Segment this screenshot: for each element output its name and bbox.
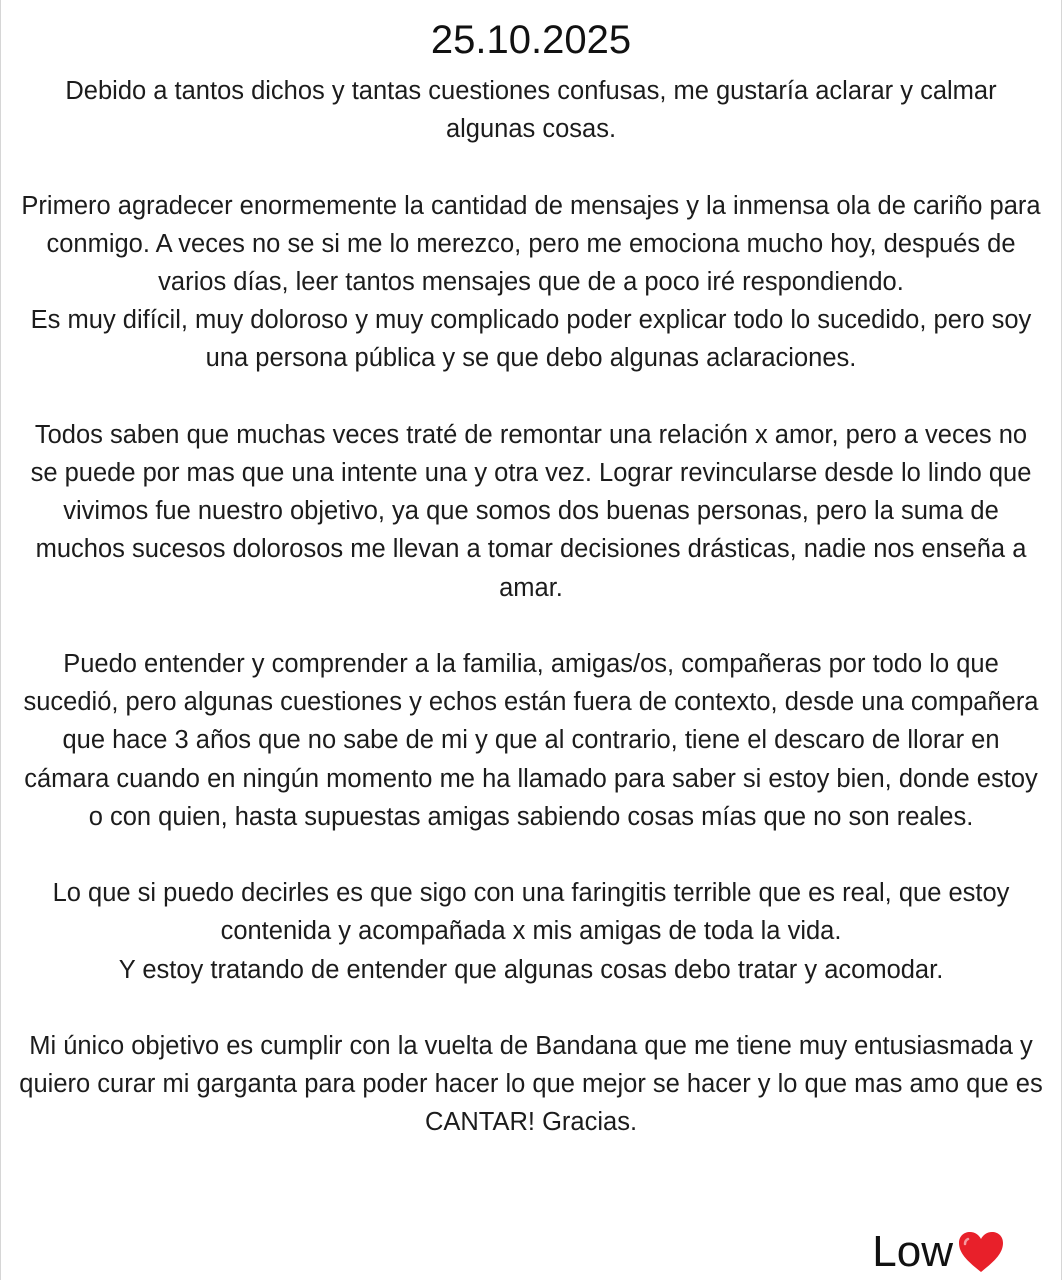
paragraph-intro: Debido a tantos dichos y tantas cuestiones confusas, me gustaría aclarar y calmar algunas cosas. [65, 77, 997, 144]
paragraph-goal: Mi único objetivo es cumplir con la vuelta de Bandana que me tiene muy entusiasmada y quiero curar mi garganta para poder hacer lo que mejor se hacer y lo que mas amo que es CANTAR! Gracias. [19, 1032, 1043, 1137]
paragraph-health: Lo que si puedo decirles es que sigo con una faringitis terrible que es real, que estoy contenida y acompañada x mis amigas de toda la vida. [52, 879, 1010, 946]
paragraph-gap [19, 148, 1043, 186]
signature [872, 1222, 1005, 1280]
paragraph-thanks: Primero agradecer enormemente la cantidad de mensajes y la inmensa ola de cariño para conmigo. A veces no se si me lo merezco, pero me emociona mucho hoy, después de varios días, leer tantos mensajes que de a poco iré respondiendo. [21, 191, 1041, 296]
paragraph-relationship: Todos saben que muchas veces traté de remontar una relación x amor, pero a veces no se puede por mas que una intente una y otra vez. Lograr revincularse desde lo lindo que vivimos fue nuestro objetivo, ya que somos dos buenas personas, pero la suma de muchos sucesos dolorosos me llevan a tomar decisiones drásticas, nadie nos enseña a amar. [30, 420, 1032, 602]
statement-date: 25.10.2025 [430, 18, 632, 62]
paragraph-gap [19, 836, 1043, 874]
paragraph-gap [19, 607, 1043, 645]
red-heart-icon [957, 1230, 1005, 1274]
signature-text: Low [872, 1227, 953, 1276]
paragraph-gap [19, 378, 1043, 416]
statement-body [19, 72, 1043, 1142]
paragraph-coping: Y estoy tratando de entender que algunas cosas debo tratar y acomodar. [118, 955, 944, 984]
paragraph-family: Puedo entender y comprender a la familia, amigas/os, compañeras por todo lo que sucedió, pero algunas cuestiones y echos están fuera de contexto, desde una compañera que hace 3 años que no sabe de mi y que al contrario, tiene el descaro de llorar en cámara cuando en ningún momento me ha llamado para saber si estoy bien, donde estoy o con quien, hasta supuestas amigas sabiendo cosas mías que no son reales. [23, 650, 1039, 831]
paragraph-clarifications: Es muy difícil, muy doloroso y muy complicado poder explicar todo lo sucedido, pero soy una persona pública y se que debo algunas aclaraciones. [30, 306, 1032, 373]
paragraph-gap [19, 989, 1043, 1027]
